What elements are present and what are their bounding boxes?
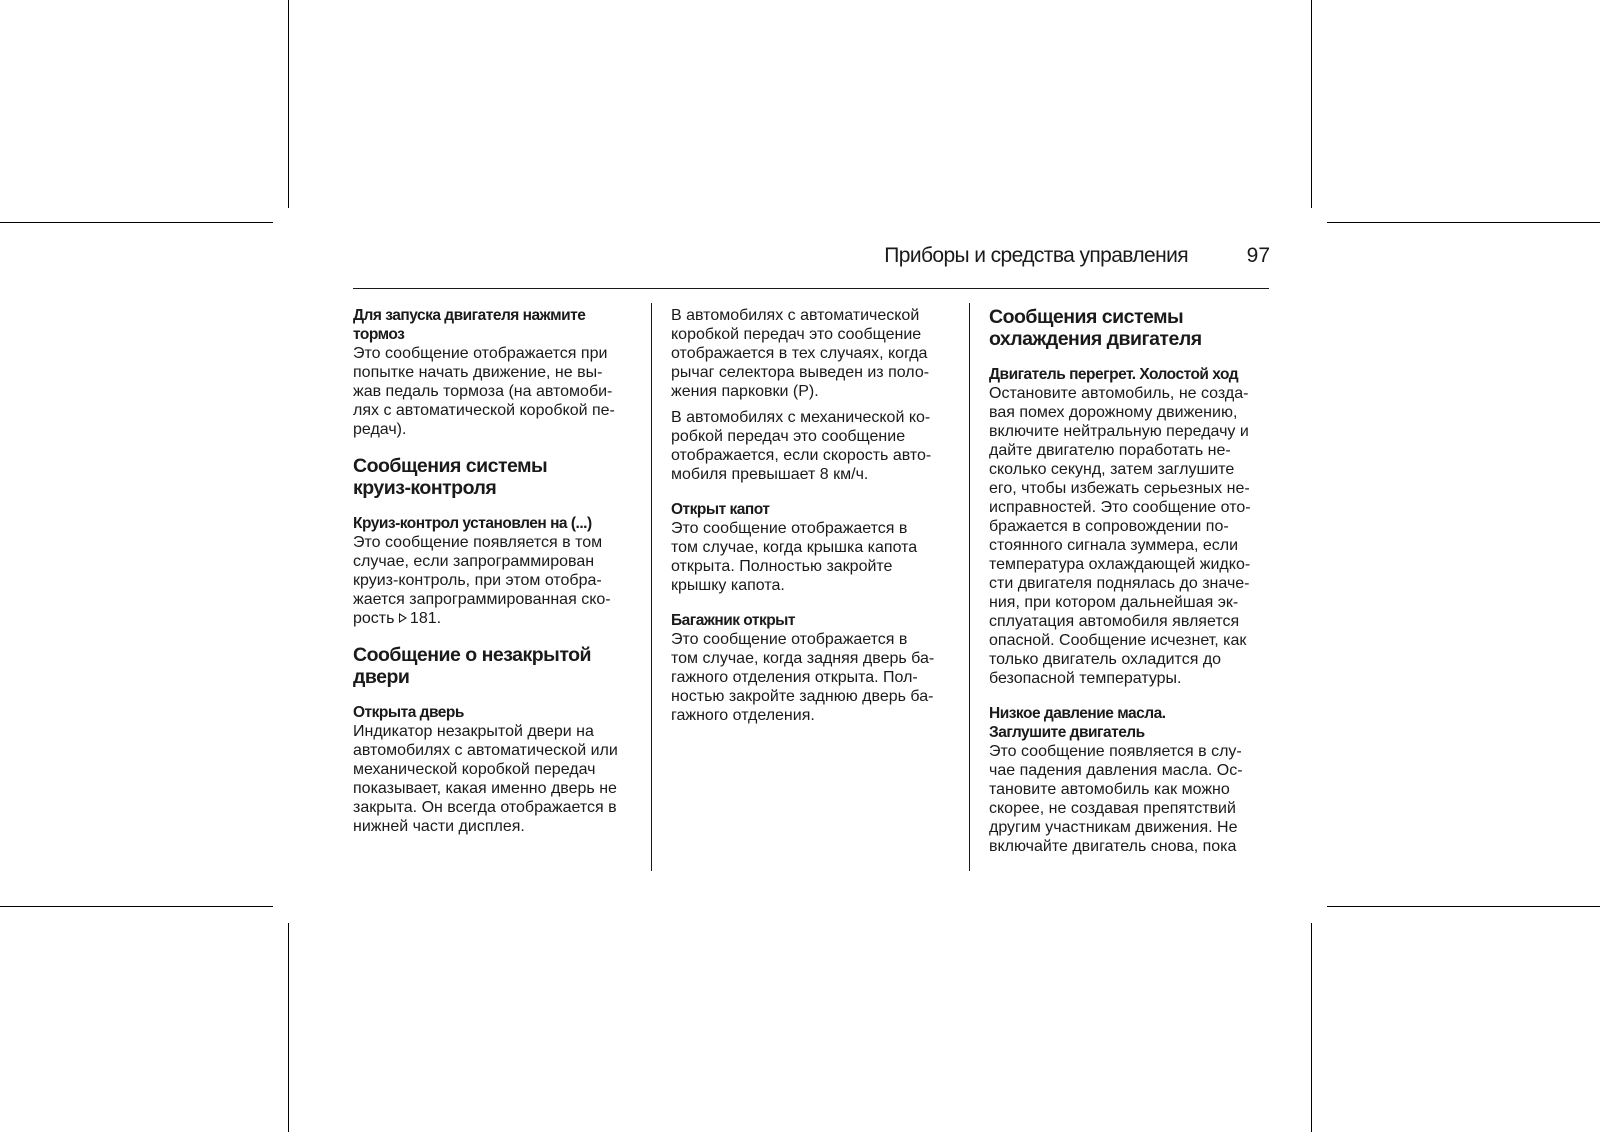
text-line: тановите автомобиль как можно [989, 781, 1230, 798]
text-line: дайте двигателю поработать не- [989, 442, 1231, 459]
text-line: стоянного сигнала зуммера, если [989, 537, 1239, 554]
text-line: Это сообщение отображается в [671, 631, 908, 648]
text-line: гажного отделения. [671, 707, 815, 724]
header-rule [353, 288, 1269, 289]
crop-mark-top-left-horizontal [0, 222, 273, 223]
section-title-line: двери [353, 666, 410, 688]
section-title-line: Сообщения системы [353, 455, 548, 477]
brake-message-heading [353, 306, 643, 344]
text-line: случае, если запрограммирован [353, 553, 595, 570]
overheat-heading-line: Двигатель перегрет. Холостой ход [989, 366, 1239, 383]
text-line: сплуатация автомобиля является [989, 613, 1240, 630]
text-line: рычаг селектора выведен из поло- [671, 364, 930, 381]
text-line: лях с автоматической коробкой пе- [353, 402, 615, 419]
hood-heading-line: Открыт капот [671, 501, 770, 518]
trunk-message-heading [671, 611, 961, 630]
section-title-line: круиз-контроля [353, 477, 497, 499]
column-3 [989, 306, 1279, 856]
text-line: вая помех дорожному движению, [989, 404, 1238, 421]
page-number: 97 [1246, 244, 1270, 267]
text-line: включите нейтральную передачу и [989, 423, 1249, 440]
page-reference-link[interactable]: 181. [409, 610, 442, 627]
oil-pressure-message-heading [989, 704, 1279, 742]
text-line: том случае, когда крышка капота [671, 539, 918, 556]
crop-mark-bottom-right-horizontal [1327, 906, 1600, 907]
text-line: его, чтобы избежать серьезных не- [989, 480, 1250, 497]
page-ref-arrow-icon [399, 613, 407, 623]
text-line: гажного отделения открыта. Пол- [671, 669, 918, 686]
section-title-line: Сообщения системы [989, 306, 1184, 328]
door-message-heading [353, 703, 643, 722]
text-line: исправностей. Это сообщение ото- [989, 499, 1251, 516]
text-line: ностью закройте заднюю дверь ба- [671, 688, 934, 705]
overheat-message-text [989, 384, 1279, 688]
overheat-message-heading [989, 365, 1279, 384]
column-2 [671, 306, 961, 725]
crop-mark-bottom-left-horizontal [0, 906, 273, 907]
text-line: Остановите автомобиль, не созда- [989, 385, 1249, 402]
text-line: механической коробкой передач [353, 761, 596, 778]
trunk-heading-line: Багажник открыт [671, 612, 796, 629]
text-line: открыта. Полностью закройте [671, 558, 893, 575]
cruise-message-heading [353, 514, 643, 533]
section-title-line: охлаждения двигателя [989, 328, 1202, 350]
text-line: скорее, не создавая препятствий [989, 800, 1236, 817]
text-line: температура охлаждающей жидко- [989, 556, 1251, 573]
text-line: жения парковки (P). [671, 383, 819, 400]
text-line: Это сообщение отображается при [353, 345, 608, 362]
crop-mark-bottom-left-vertical [288, 923, 289, 1132]
text-line: жается запрограммированная ско- [353, 591, 611, 608]
hood-message-text [671, 519, 961, 595]
oil-pressure-message-text [989, 742, 1279, 856]
text-line: только двигатель охладится до [989, 651, 1222, 668]
text-line: безопасной температуры. [989, 670, 1182, 687]
text-line: том случае, когда задняя дверь ба- [671, 650, 935, 667]
brake-message-text [353, 344, 643, 439]
text-line: закрыта. Он всегда отображается в [353, 799, 617, 816]
crop-mark-top-right-horizontal [1327, 222, 1600, 223]
door-heading-line: Открыта дверь [353, 704, 464, 721]
text-line: Это сообщение отображается в [671, 520, 908, 537]
text-line: ния, при котором дальнейшая эк- [989, 594, 1239, 611]
trunk-message-text [671, 630, 961, 725]
text-line: мобиля превышает 8 км/ч. [671, 466, 869, 483]
manual-transmission-paragraph [671, 408, 961, 484]
crop-mark-bottom-right-vertical [1311, 923, 1312, 1132]
text-line: В автомобилях с автоматической [671, 307, 920, 324]
text-line: отображается, если скорость авто- [671, 447, 932, 464]
text-line: автомобилях с автоматической или [353, 742, 618, 759]
text-line-with-ref [353, 609, 643, 628]
text-line: сколько секунд, затем заглушите [989, 461, 1235, 478]
text-line: круиз-контроль, при этом отобра- [353, 572, 602, 589]
brake-heading-line-2: тормоз [353, 326, 405, 343]
text-line: Это сообщение появляется в том [353, 534, 603, 551]
automatic-transmission-paragraph [671, 306, 961, 401]
door-message-text [353, 722, 643, 836]
hood-message-heading [671, 500, 961, 519]
cruise-section-title [353, 455, 643, 499]
text-line: отображается в тех случаях, когда [671, 345, 928, 362]
section-title-line: Сообщение о незакрытой [353, 644, 592, 666]
text-line: сти двигателя поднялась до значе- [989, 575, 1250, 592]
text-line: опасной. Сообщение исчезнет, как [989, 632, 1247, 649]
text-line: другим участникам движения. Не [989, 819, 1238, 836]
cruise-heading-line: Круиз-контрол установлен на (...) [353, 515, 592, 532]
column-1 [353, 306, 643, 836]
column-divider-2 [969, 303, 970, 871]
crop-mark-top-left-vertical [288, 0, 289, 208]
text-line: коробкой передач это сообщение [671, 326, 922, 343]
text-line: попытке начать движение, не вы- [353, 364, 603, 381]
brake-heading-line-1: Для запуска двигателя нажмите [353, 307, 586, 324]
page-header-title: Приборы и средства управления [884, 244, 1188, 267]
text-line: включайте двигатель снова, пока [989, 838, 1237, 855]
text-line: Индикатор незакрытой двери на [353, 723, 594, 740]
column-divider-1 [651, 303, 652, 871]
crop-mark-top-right-vertical [1311, 0, 1312, 208]
text-line: Это сообщение появляется в слу- [989, 743, 1242, 760]
text-line: крышку капота. [671, 577, 785, 594]
cooling-section-title [989, 306, 1279, 350]
cruise-message-text [353, 533, 643, 628]
door-section-title [353, 644, 643, 688]
text-line: жав педаль тормоза (на автомоби- [353, 383, 613, 400]
oil-heading-line-2: Заглушите двигатель [989, 724, 1145, 741]
text-line: редач). [353, 421, 407, 438]
text-fragment: рость [353, 610, 395, 627]
text-line: показывает, какая именно дверь не [353, 780, 617, 797]
text-line: бражается в сопровождении по- [989, 518, 1229, 535]
oil-heading-line-1: Низкое давление масла. [989, 705, 1166, 722]
text-line: робкой передач это сообщение [671, 428, 906, 445]
text-line: чае падения давления масла. Ос- [989, 762, 1243, 779]
text-line: нижней части дисплея. [353, 818, 525, 835]
text-line: В автомобилях с механической ко- [671, 409, 931, 426]
